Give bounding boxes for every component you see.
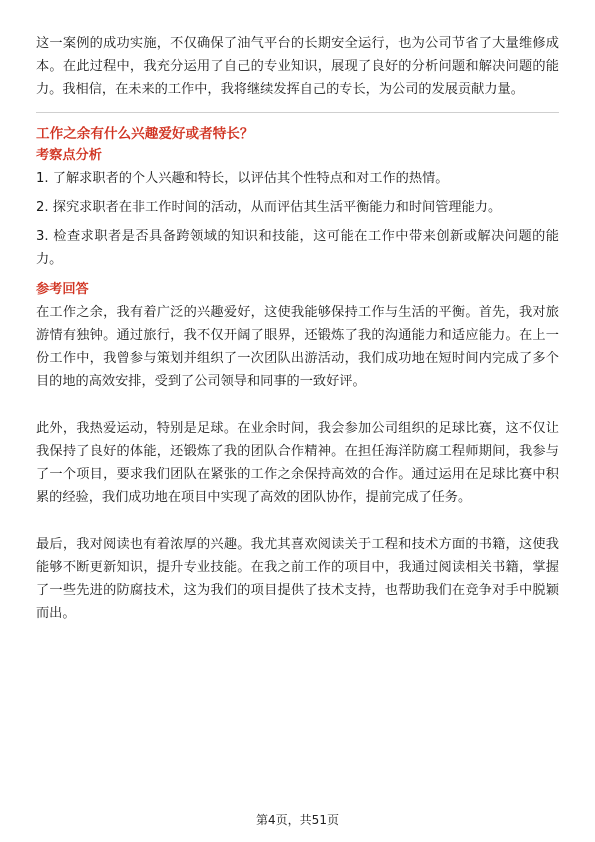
analysis-point: 3. 检查求职者是否具备跨领域的知识和技能，这可能在工作中带来创新或解决问题的能力。	[36, 229, 559, 267]
analysis-point: 1. 了解求职者的个人兴趣和特长，以评估其个性特点和对工作的热情。	[36, 171, 449, 186]
analysis-points	[36, 167, 559, 271]
analysis-heading: 考察点分析	[36, 148, 102, 163]
answer-paragraph: 最后，我对阅读也有着浓厚的兴趣。我尤其喜欢阅读关于工程和技术方面的书籍，这使我能够不断更新知识，提升专业技能。在我之前工作的项目中，我通过阅读相关书籍，掌握了一些先进的防腐技术，这为我们的项目提供了技术支持，也帮助我们在竞争对手中脱颖而出。	[36, 537, 559, 621]
section-divider	[36, 112, 559, 113]
interview-question: 工作之余有什么兴趣爱好或者特长？	[36, 126, 254, 142]
answer-paragraph: 在工作之余，我有着广泛的兴趣爱好，这使我能够保持工作与生活的平衡。首先，我对旅游情有独钟。通过旅行，我不仅开阔了眼界，还锻炼了我的沟通能力和适应能力。在上一份工作中，我曾参与策划并组织了一次团队出游活动，我们成功地在短时间内完成了多个目的地的高效安排，受到了公司领导和同事的一致好评。	[36, 305, 559, 389]
answer-heading: 参考回答	[36, 282, 89, 297]
answer-paragraph: 此外，我热爱运动，特别是足球。在业余时间，我会参加公司组织的足球比赛，这不仅让我保持了良好的体能，还锻炼了我的团队合作精神。在担任海洋防腐工程师期间，我参与了一个项目，要求我们团队在紧张的工作之余保持高效的合作。通过运用在足球比赛中积累的经验，我们成功地在项目中实现了高效的团队协作，提前完成了任务。	[36, 421, 559, 505]
analysis-point: 2. 探究求职者在非工作时间的活动，从而评估其生活平衡能力和时间管理能力。	[36, 200, 502, 215]
page-number: 第4页，共51页	[256, 813, 339, 827]
intro-paragraph: 这一案例的成功实施，不仅确保了油气平台的长期安全运行，也为公司节省了大量维修成本。在此过程中，我充分运用了自己的专业知识，展现了良好的分析问题和解决问题的能力。我相信，在未来的工作中，我将继续发挥自己的专长，为公司的发展贡献力量。	[36, 36, 559, 97]
